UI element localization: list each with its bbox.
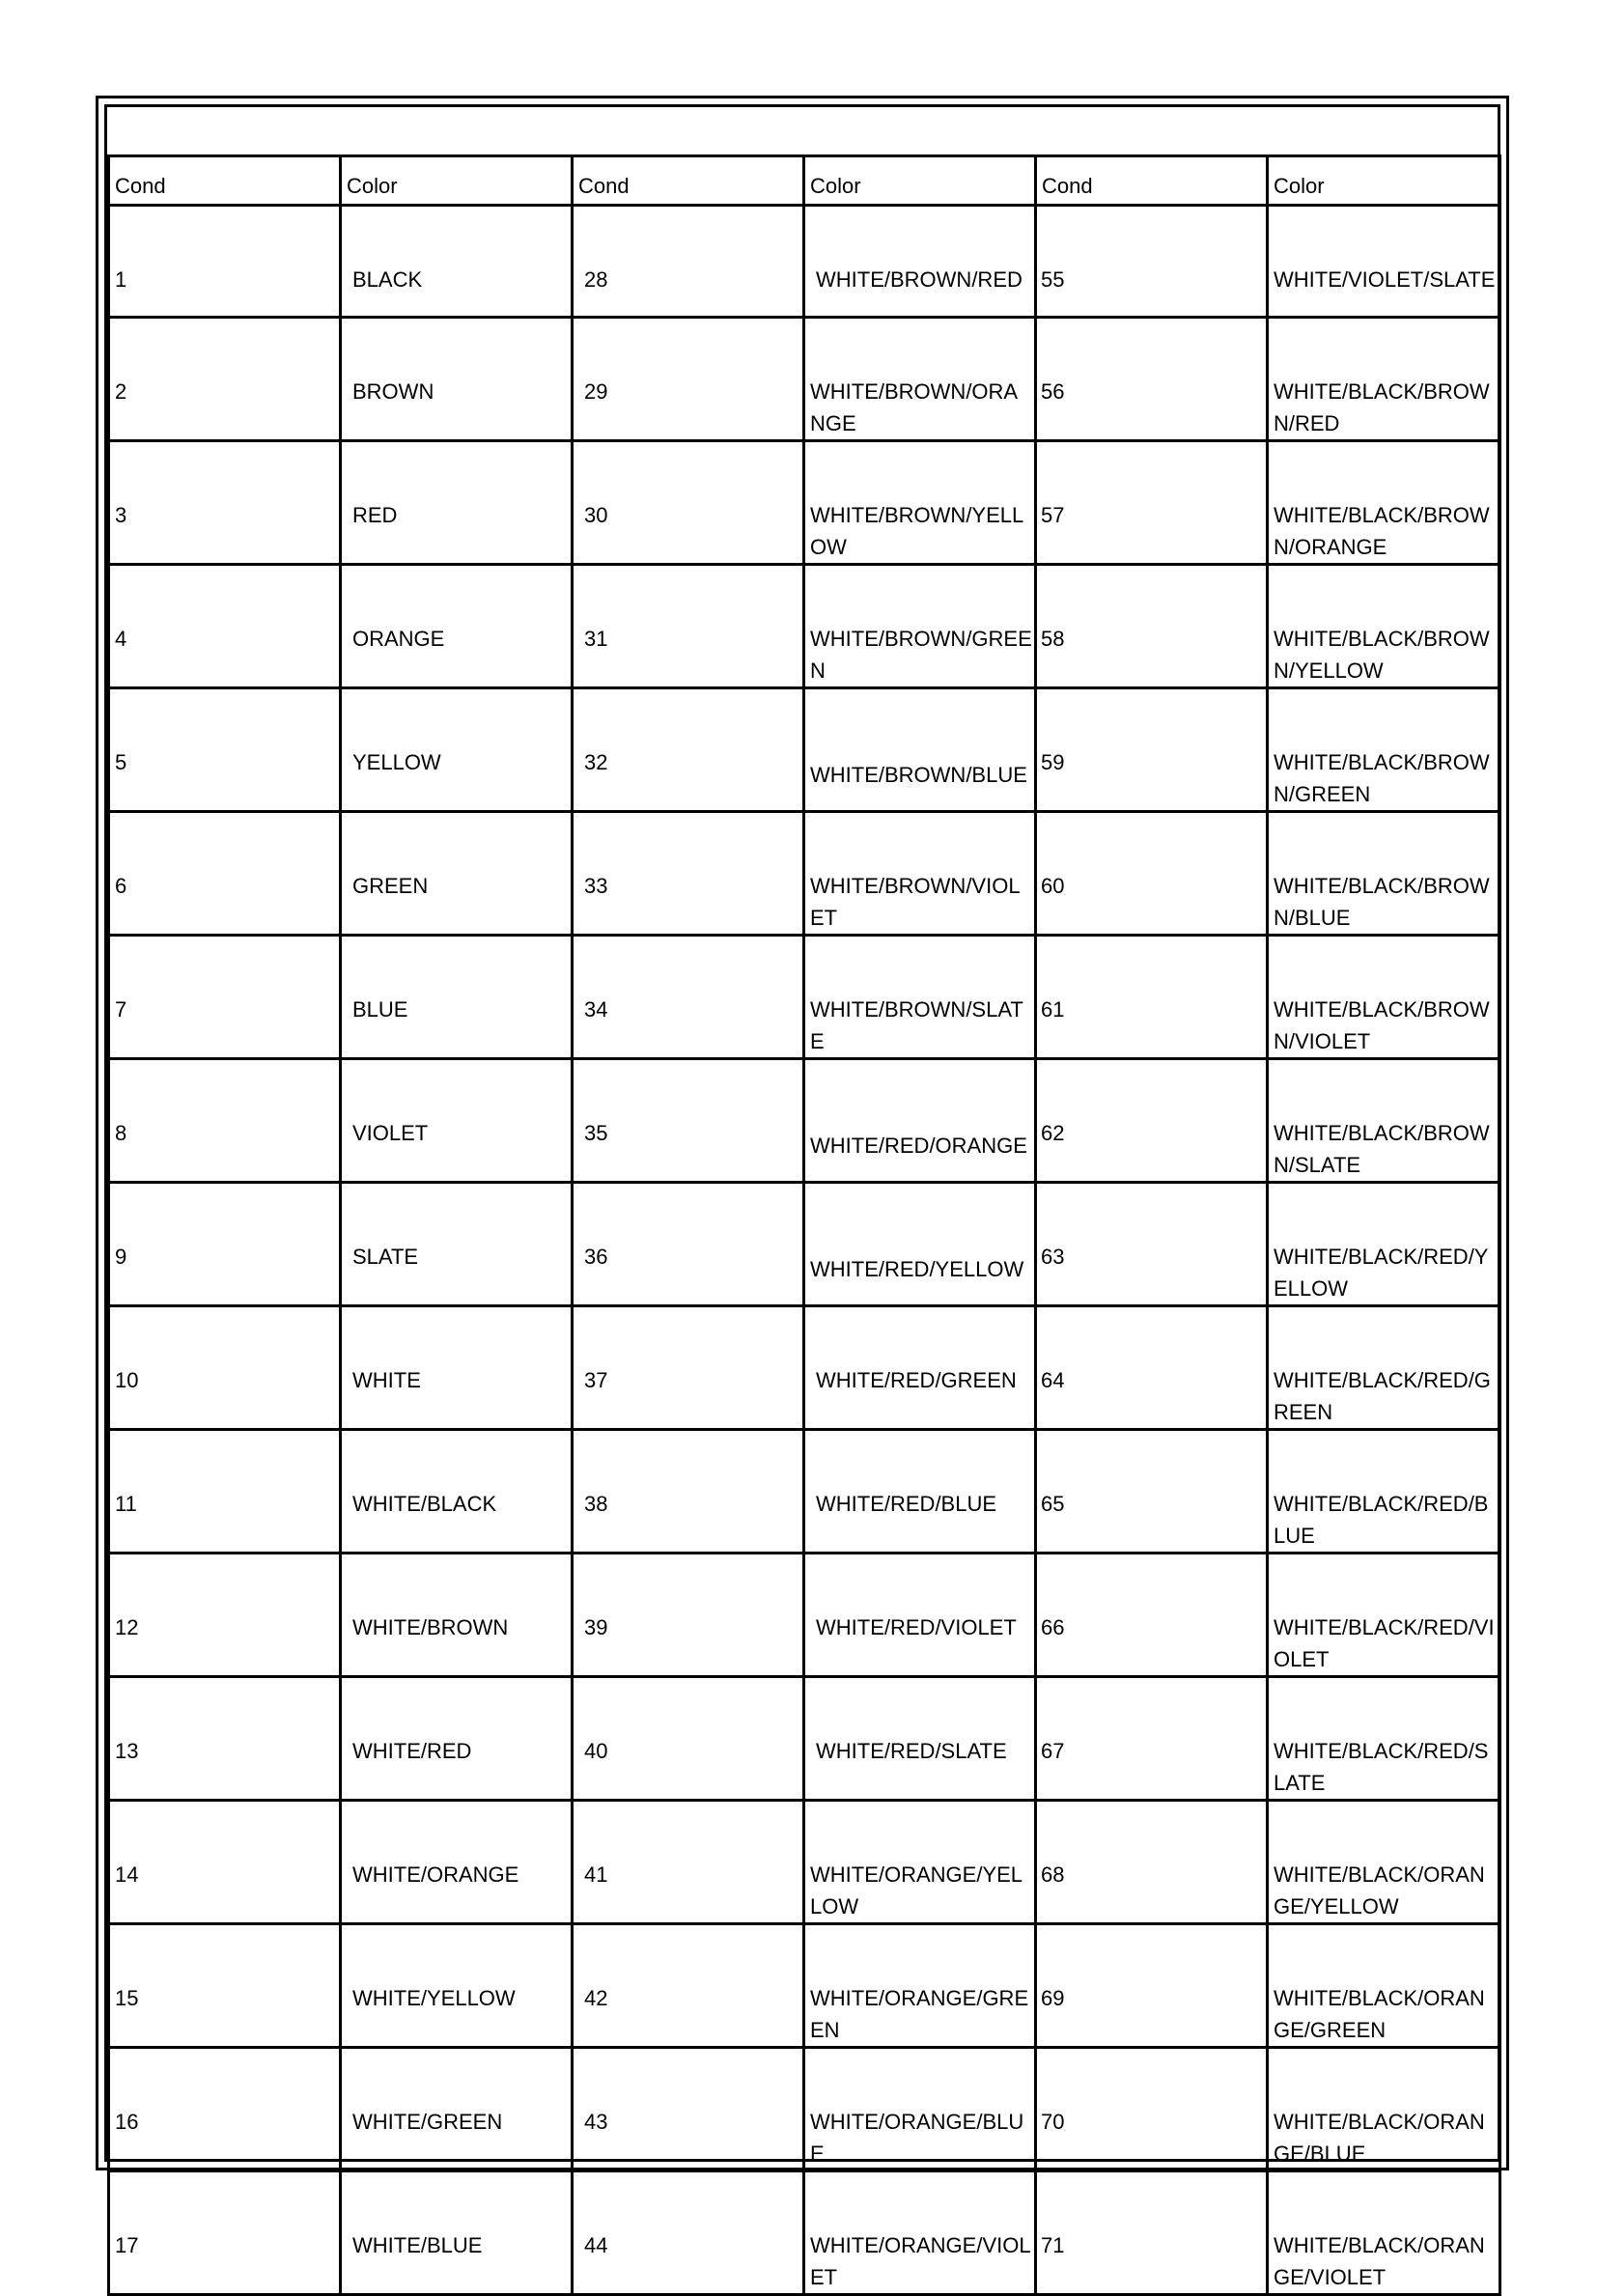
color-name: ORANGE	[352, 627, 445, 651]
table-cell	[573, 318, 804, 441]
table-cell	[573, 812, 804, 936]
table-cell	[573, 206, 804, 318]
cond-number: 3	[115, 503, 127, 527]
color-name: WHITE/BLACK	[352, 1492, 497, 1516]
table-cell	[109, 1183, 341, 1306]
cond-number: 7	[115, 997, 127, 1022]
table-cell	[1268, 1801, 1500, 1924]
color-name: VIOLET	[352, 1121, 429, 1145]
color-name: WHITE/GREEN	[352, 2110, 503, 2134]
cond-number: 15	[115, 1986, 139, 2010]
table-cell	[804, 318, 1036, 441]
table-row	[109, 1306, 1500, 1430]
table-row	[109, 1924, 1500, 2048]
table-cell	[573, 1924, 804, 2048]
table-row	[109, 206, 1500, 318]
table-cell	[109, 206, 341, 318]
table-cell	[109, 318, 341, 441]
color-name: WHITE/BLACK/ORANGE/VIOLET	[1274, 2233, 1485, 2289]
color-name: WHITE/RED/SLATE	[816, 1739, 1007, 1763]
color-name: WHITE/BLACK/RED/VIOLET	[1274, 1615, 1495, 1671]
color-name: WHITE/BLACK/BROWN/RED	[1274, 379, 1490, 435]
color-name: BLACK	[352, 267, 423, 292]
table-cell	[804, 1306, 1036, 1430]
cond-number: 38	[584, 1492, 608, 1516]
cond-number: 55	[1041, 267, 1065, 292]
table-cell	[109, 441, 341, 565]
table-cell	[573, 1306, 804, 1430]
cond-number: 62	[1041, 1121, 1065, 1145]
table-cell	[1268, 1430, 1500, 1554]
cond-number: 57	[1041, 503, 1065, 527]
cond-number: 30	[584, 503, 608, 527]
table-cell	[1268, 1554, 1500, 1677]
color-name: WHITE/VIOLET/SLATE	[1274, 267, 1496, 292]
cond-number: 67	[1041, 1739, 1065, 1763]
table-cell	[341, 1430, 573, 1554]
table-row	[109, 1430, 1500, 1554]
color-name: BLUE	[352, 997, 408, 1022]
color-name: SLATE	[352, 1245, 419, 1269]
color-name: WHITE/YELLOW	[352, 1986, 516, 2010]
color-name: WHITE/BLACK/ORANGE/GREEN	[1274, 1986, 1485, 2042]
cond-number: 32	[584, 750, 608, 774]
table-cell	[109, 688, 341, 812]
cond-number: 11	[115, 1492, 137, 1516]
color-name: WHITE/RED/BLUE	[816, 1492, 997, 1516]
table-row	[109, 2048, 1500, 2171]
table-cell	[341, 2171, 573, 2295]
table-cell	[1268, 318, 1500, 441]
table-cell	[1036, 1677, 1268, 1801]
table-cell	[341, 688, 573, 812]
cond-number: 17	[115, 2233, 139, 2257]
table-cell	[1036, 688, 1268, 812]
color-name: WHITE/BLACK/ORANGE/YELLOW	[1274, 1862, 1485, 1918]
table-cell	[109, 565, 341, 688]
color-name: WHITE/BROWN/ORANGE	[810, 379, 1019, 435]
color-name: WHITE/ORANGE/GREEN	[810, 1986, 1029, 2042]
cond-number: 33	[584, 874, 608, 898]
table-cell	[573, 2048, 804, 2171]
header-label: Color	[1274, 174, 1325, 198]
header-cell-color	[804, 156, 1036, 206]
table-cell	[573, 1430, 804, 1554]
header-cell-color	[341, 156, 573, 206]
cond-number: 6	[115, 874, 127, 898]
table-cell	[804, 936, 1036, 1059]
table-cell	[341, 1677, 573, 1801]
header-cell-cond	[109, 156, 341, 206]
table-cell	[1268, 1059, 1500, 1183]
color-name: WHITE/BLACK/ORANGE/BLUE	[1274, 2110, 1485, 2166]
table-row	[109, 812, 1500, 936]
table-row	[109, 1677, 1500, 1801]
table-cell	[1036, 1554, 1268, 1677]
cond-number: 5	[115, 750, 127, 774]
color-name: WHITE/BLACK/BROWN/YELLOW	[1274, 627, 1490, 683]
color-name: WHITE/BLACK/BROWN/SLATE	[1274, 1121, 1490, 1177]
cond-number: 13	[115, 1739, 139, 1763]
table-cell	[804, 1801, 1036, 1924]
table-cell	[1036, 2048, 1268, 2171]
cond-number: 43	[584, 2110, 608, 2134]
table-cell	[573, 441, 804, 565]
table-cell	[573, 1183, 804, 1306]
table-cell	[109, 1924, 341, 2048]
table-cell	[341, 565, 573, 688]
header-label: Color	[810, 174, 861, 198]
color-name: WHITE/RED	[352, 1739, 472, 1763]
table-row	[109, 318, 1500, 441]
table-cell	[573, 688, 804, 812]
table-cell	[1036, 936, 1268, 1059]
table-cell	[109, 1430, 341, 1554]
table-cell	[1268, 2171, 1500, 2295]
header-cell-cond	[573, 156, 804, 206]
table-cell	[1036, 1801, 1268, 1924]
table-cell	[1268, 441, 1500, 565]
table-cell	[804, 2048, 1036, 2171]
color-name: WHITE/BROWN/GREEN	[810, 627, 1032, 683]
cond-number: 4	[115, 627, 127, 651]
color-name: WHITE/ORANGE/YELLOW	[810, 1862, 1023, 1918]
table-cell	[109, 1059, 341, 1183]
table-cell	[1036, 812, 1268, 936]
cond-number: 64	[1041, 1368, 1065, 1392]
cond-number: 28	[584, 267, 608, 292]
table-header-row	[109, 156, 1500, 206]
cond-number: 2	[115, 379, 127, 404]
cond-number: 44	[584, 2233, 608, 2257]
table-cell	[804, 1183, 1036, 1306]
table-row	[109, 1183, 1500, 1306]
table-cell	[341, 1554, 573, 1677]
header-label: Cond	[1042, 174, 1093, 198]
table-row	[109, 688, 1500, 812]
table-row	[109, 1554, 1500, 1677]
table-cell	[1268, 1677, 1500, 1801]
color-name: WHITE/BROWN/SLATE	[810, 997, 1023, 1053]
table-cell	[573, 1801, 804, 1924]
cond-number: 34	[584, 997, 608, 1022]
table-cell	[1036, 1430, 1268, 1554]
cond-number: 68	[1041, 1862, 1065, 1887]
color-name: YELLOW	[352, 750, 441, 774]
cond-number: 60	[1041, 874, 1065, 898]
table-cell	[573, 936, 804, 1059]
table-cell	[341, 1183, 573, 1306]
color-name: WHITE/RED/VIOLET	[816, 1615, 1017, 1639]
table-cell	[804, 812, 1036, 936]
table-cell	[109, 2171, 341, 2295]
cond-number: 71	[1041, 2233, 1065, 2257]
table-row	[109, 441, 1500, 565]
table-row	[109, 565, 1500, 688]
table-row	[109, 1059, 1500, 1183]
color-name: WHITE/RED/YELLOW	[810, 1257, 1024, 1281]
table-cell	[1036, 1306, 1268, 1430]
table-cell	[109, 1677, 341, 1801]
cond-number: 66	[1041, 1615, 1065, 1639]
table-cell	[573, 1554, 804, 1677]
color-name: WHITE/BROWN/RED	[816, 267, 1023, 292]
table-cell	[573, 1677, 804, 1801]
table-cell	[573, 565, 804, 688]
cond-number: 10	[115, 1368, 139, 1392]
color-name: WHITE/BLUE	[352, 2233, 483, 2257]
table-cell	[1268, 206, 1500, 318]
table-row	[109, 936, 1500, 1059]
table-cell	[804, 688, 1036, 812]
table-cell	[109, 936, 341, 1059]
color-name: WHITE/BLACK/BROWN/VIOLET	[1274, 997, 1490, 1053]
cond-number: 29	[584, 379, 608, 404]
table-cell	[1268, 565, 1500, 688]
cond-number: 41	[584, 1862, 608, 1887]
table-cell	[341, 936, 573, 1059]
color-name: BROWN	[352, 379, 434, 404]
table-cell	[1036, 206, 1268, 318]
table-cell	[341, 1924, 573, 2048]
table-cell	[109, 2048, 341, 2171]
table-cell	[341, 1801, 573, 1924]
table-cell	[1036, 1059, 1268, 1183]
header-cell-cond	[1036, 156, 1268, 206]
table-cell	[804, 1430, 1036, 1554]
cond-number: 36	[584, 1245, 608, 1269]
color-name: WHITE/RED/GREEN	[816, 1368, 1017, 1392]
table-cell	[341, 206, 573, 318]
cond-number: 59	[1041, 750, 1065, 774]
table-cell	[341, 1306, 573, 1430]
color-name: WHITE/ORANGE/BLUE	[810, 2110, 1024, 2166]
color-name: WHITE/BROWN/YELLOW	[810, 503, 1024, 559]
table-cell	[1036, 565, 1268, 688]
table-cell	[1268, 812, 1500, 936]
conductor-color-table	[107, 154, 1501, 2296]
color-name: WHITE/ORANGE/VIOLET	[810, 2233, 1031, 2289]
color-name: RED	[352, 503, 398, 527]
cond-number: 63	[1041, 1245, 1065, 1269]
table-cell	[1036, 1183, 1268, 1306]
cond-number: 8	[115, 1121, 127, 1145]
header-cell-color	[1268, 156, 1500, 206]
cond-number: 14	[115, 1862, 139, 1887]
cond-number: 37	[584, 1368, 608, 1392]
table-cell	[573, 2171, 804, 2295]
table-cell	[109, 1801, 341, 1924]
table-cell	[804, 1924, 1036, 2048]
table-cell	[804, 565, 1036, 688]
table-cell	[341, 441, 573, 565]
cond-number: 1	[115, 267, 127, 292]
table-cell	[804, 206, 1036, 318]
table-cell	[1036, 441, 1268, 565]
header-label: Cond	[578, 174, 630, 198]
table-row	[109, 2171, 1500, 2295]
table-cell	[341, 812, 573, 936]
cond-number: 58	[1041, 627, 1065, 651]
table-row	[109, 1801, 1500, 1924]
color-name: WHITE/BLACK/BROWN/ORANGE	[1274, 503, 1490, 559]
cond-number: 40	[584, 1739, 608, 1763]
table-cell	[1268, 1183, 1500, 1306]
table-cell	[804, 1677, 1036, 1801]
table-cell	[1036, 1924, 1268, 2048]
table-cell	[109, 1554, 341, 1677]
color-name: WHITE/RED/ORANGE	[810, 1134, 1027, 1158]
table-cell	[341, 2048, 573, 2171]
cond-number: 56	[1041, 379, 1065, 404]
cond-number: 31	[584, 627, 608, 651]
table-cell	[341, 1059, 573, 1183]
color-name: WHITE/BLACK/RED/YELLOW	[1274, 1245, 1489, 1301]
color-name: WHITE/BLACK/BROWN/GREEN	[1274, 750, 1490, 806]
cond-number: 39	[584, 1615, 608, 1639]
color-name: WHITE/ORANGE	[352, 1862, 519, 1887]
cond-number: 9	[115, 1245, 127, 1269]
color-name: WHITE/BROWN	[352, 1615, 509, 1639]
table-cell	[1268, 936, 1500, 1059]
table-cell	[1268, 688, 1500, 812]
color-name: WHITE	[352, 1368, 421, 1392]
cond-number: 42	[584, 1986, 608, 2010]
cond-number: 35	[584, 1121, 608, 1145]
color-name: WHITE/BLACK/RED/SLATE	[1274, 1739, 1489, 1795]
color-name: WHITE/BROWN/BLUE	[810, 763, 1027, 787]
cond-number: 12	[115, 1615, 139, 1639]
table-cell	[804, 1059, 1036, 1183]
table-cell	[1268, 1924, 1500, 2048]
table-cell	[109, 812, 341, 936]
cond-number: 70	[1041, 2110, 1065, 2134]
header-label: Cond	[115, 174, 166, 198]
color-name: WHITE/BROWN/VIOLET	[810, 874, 1021, 930]
table-cell	[1036, 2171, 1268, 2295]
table-cell	[804, 441, 1036, 565]
cond-number: 61	[1041, 997, 1065, 1022]
header-label: Color	[347, 174, 398, 198]
table-cell	[341, 318, 573, 441]
table-cell	[804, 1554, 1036, 1677]
table-cell	[109, 1306, 341, 1430]
table-cell	[1036, 318, 1268, 441]
color-name: GREEN	[352, 874, 429, 898]
color-name: WHITE/BLACK/RED/BLUE	[1274, 1492, 1489, 1548]
cond-number: 16	[115, 2110, 139, 2134]
table-cell	[573, 1059, 804, 1183]
cond-number: 69	[1041, 1986, 1065, 2010]
table-cell	[1268, 2048, 1500, 2171]
color-name: WHITE/BLACK/RED/GREEN	[1274, 1368, 1491, 1424]
color-name: WHITE/BLACK/BROWN/BLUE	[1274, 874, 1490, 930]
cond-number: 65	[1041, 1492, 1065, 1516]
table-cell	[1268, 1306, 1500, 1430]
table-cell	[804, 2171, 1036, 2295]
